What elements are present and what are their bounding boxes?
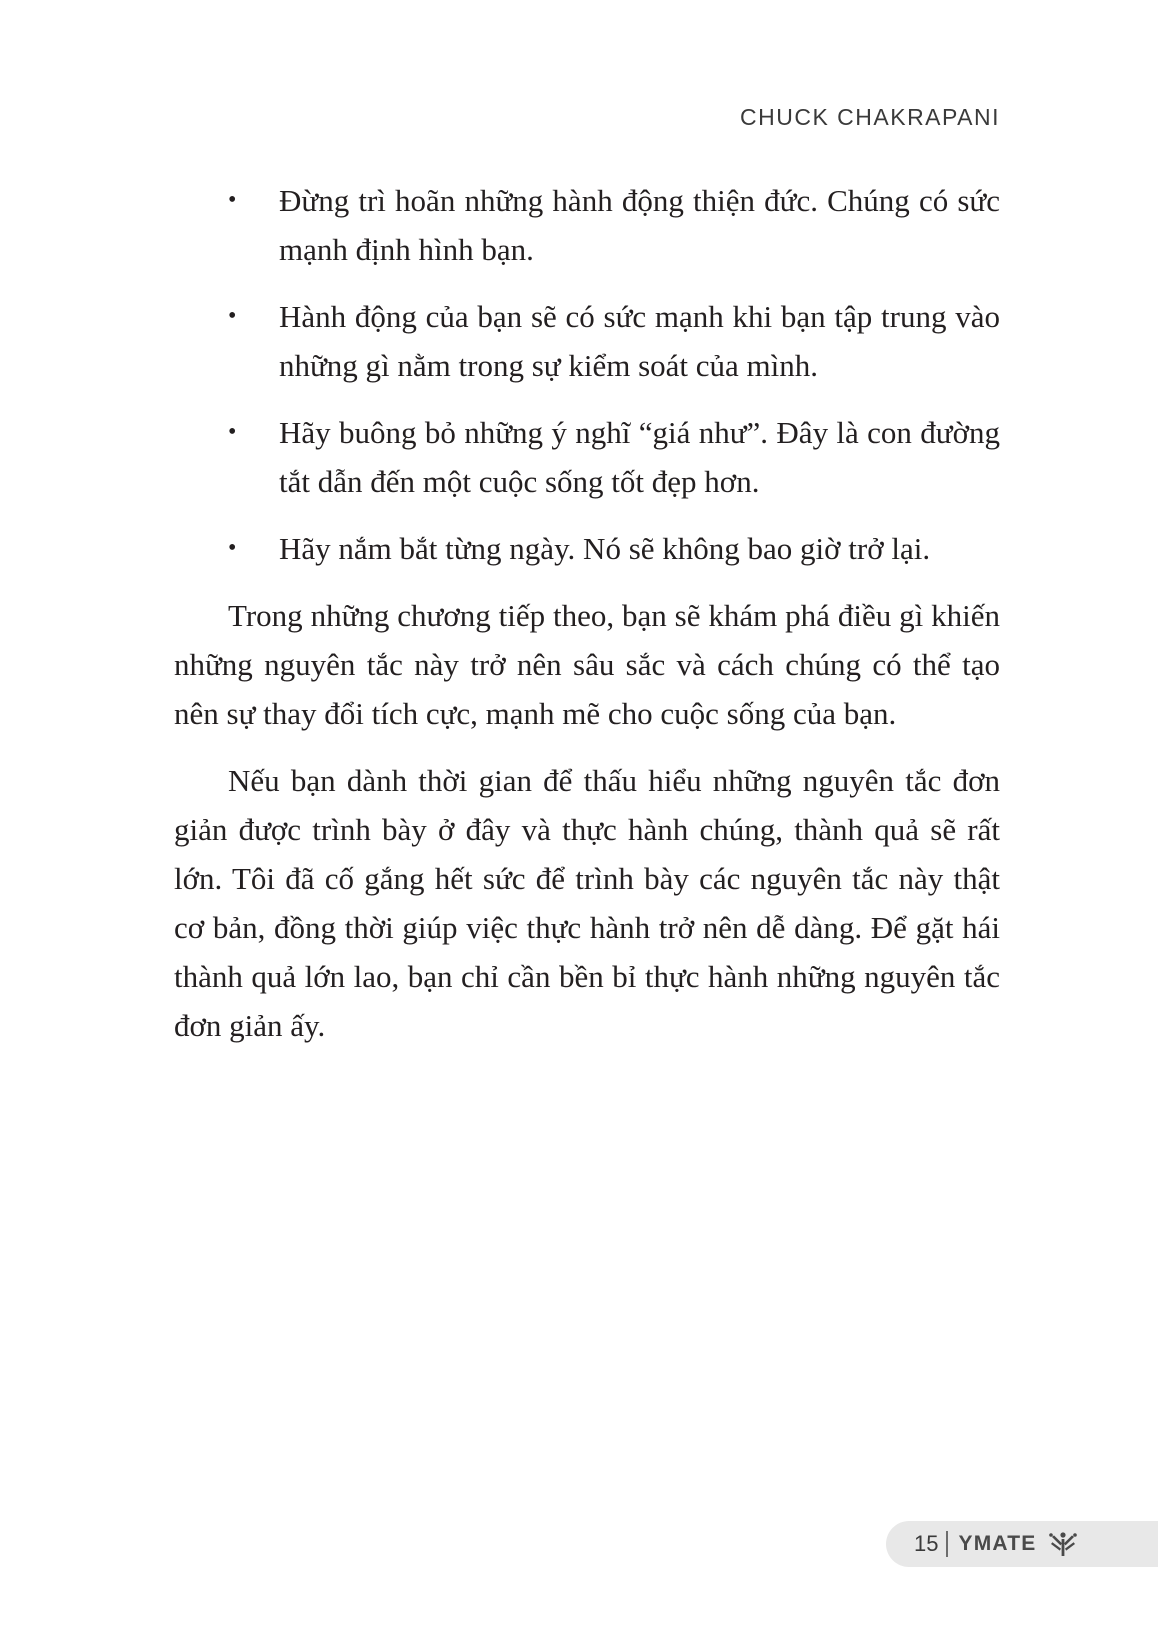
bullet-text: Hãy buông bỏ những ý nghĩ “giá như”. Đây là con đường tắt dẫn đến một cuộc sống tốt đẹp hơn.: [279, 415, 1000, 499]
bullet-text: Đừng trì hoãn những hành động thiện đức. Chúng có sức mạnh định hình bạn.: [279, 183, 1000, 267]
bullet-icon: •: [228, 535, 237, 561]
bullet-icon: •: [228, 419, 237, 445]
bullet-icon: •: [228, 303, 237, 329]
page-number: 15: [914, 1531, 939, 1556]
running-header-author: CHUCK CHAKRAPANI: [740, 104, 1000, 130]
ymate-logo-icon: [1048, 1529, 1078, 1559]
list-item: [174, 408, 1000, 506]
list-item: [174, 176, 1000, 274]
body-paragraph: Trong những chương tiếp theo, bạn sẽ khám phá điều gì khiến những nguyên tắc này trở nên sâu sắc và cách chúng có thể tạo nên sự thay đổi tích cực, mạnh mẽ cho cuộc sống của bạn.: [174, 598, 1000, 731]
bullet-icon: •: [228, 187, 237, 213]
list-item: [174, 292, 1000, 390]
page-footer-badge: [886, 1521, 1158, 1567]
body-paragraph: Nếu bạn dành thời gian để thấu hiểu những nguyên tắc đơn giản được trình bày ở đây và thực hành chúng, thành quả sẽ rất lớn. Tôi đã cố gắng hết sức để trình bày các nguyên tắc này thật cơ bản, đồng thời giúp việc thực hành trở nên dễ dàng. Để gặt hái thành quả lớn lao, bạn chỉ cần bền bỉ thực hành những nguyên tắc đơn giản ấy.: [174, 763, 1000, 1043]
list-item: [174, 524, 1000, 573]
page-body: [174, 176, 1000, 1068]
brand-name: YMATE: [958, 1532, 1037, 1555]
bullet-list: [174, 176, 1000, 573]
bullet-text: Hãy nắm bắt từng ngày. Nó sẽ không bao giờ trở lại.: [279, 531, 931, 566]
footer-divider: [946, 1531, 948, 1557]
bullet-text: Hành động của bạn sẽ có sức mạnh khi bạn tập trung vào những gì nằm trong sự kiểm soát của mình.: [279, 299, 1000, 383]
